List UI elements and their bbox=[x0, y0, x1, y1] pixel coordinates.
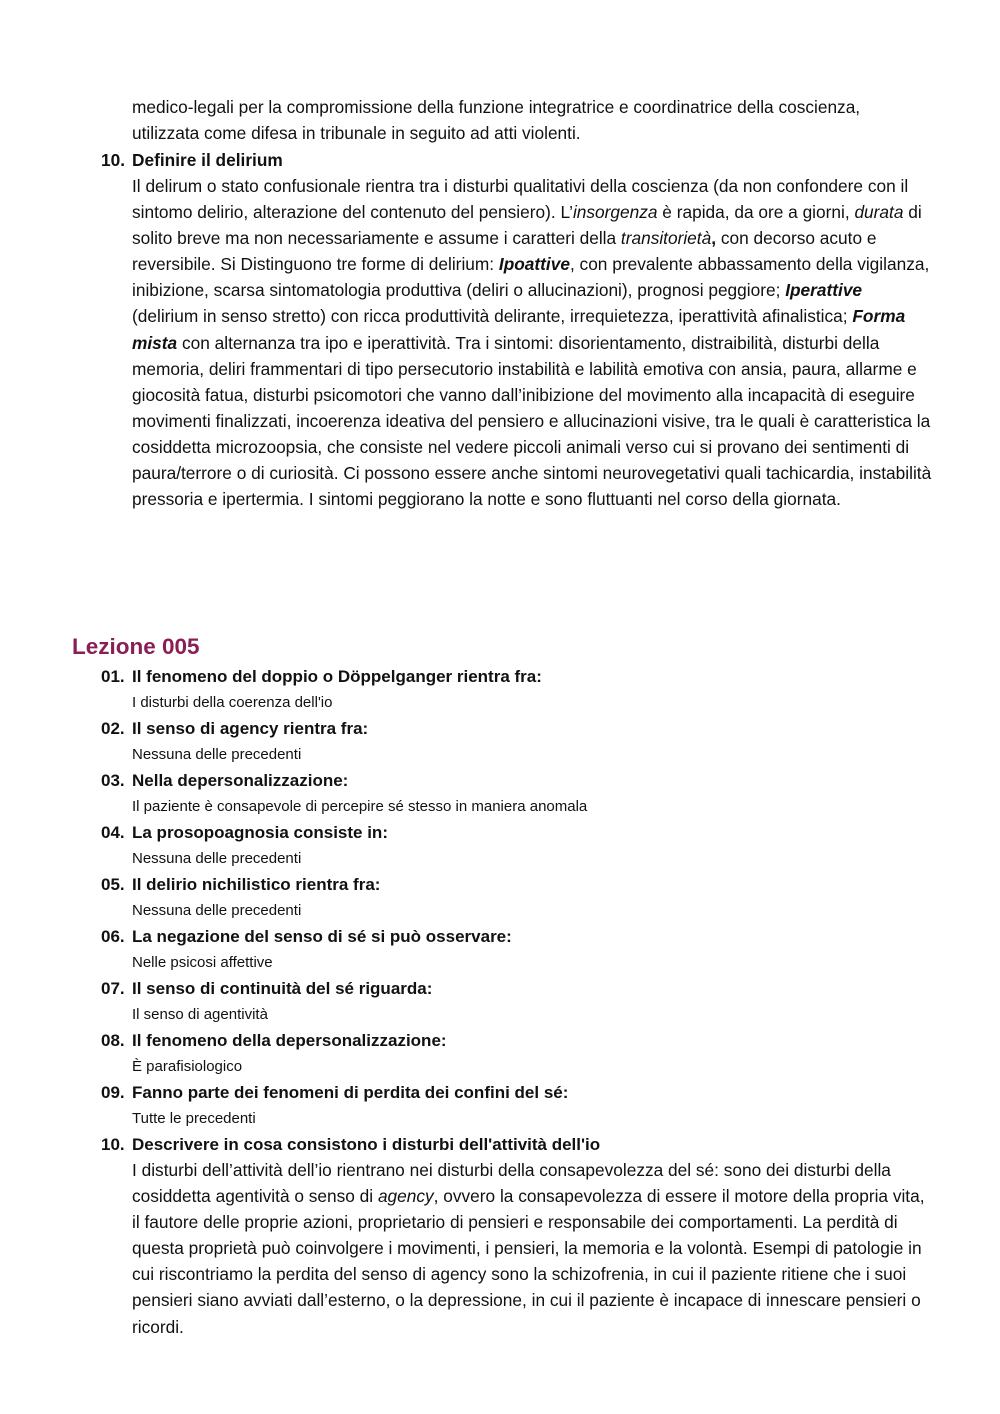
answer-text: I disturbi della coerenza dell'io bbox=[132, 694, 333, 711]
term-ipoattive: Ipoattive bbox=[498, 254, 570, 275]
question-text: Il fenomeno della depersonalizzazione: bbox=[132, 1031, 447, 1050]
question-text: Il fenomeno del doppio o Döppelganger rientra fra: bbox=[132, 667, 542, 686]
question-text: Il delirio nichilistico rientra fra: bbox=[132, 875, 381, 894]
question-text: Descrivere in cosa consistono i disturbi dell'attività dell'io bbox=[132, 1135, 601, 1154]
emphasis-agency: agency bbox=[377, 1186, 434, 1207]
question-text: La negazione del senso di sé si può osservare: bbox=[132, 927, 512, 946]
question-number: 10. bbox=[101, 1135, 125, 1154]
question-number: 05. bbox=[101, 875, 125, 894]
question-number: 08. bbox=[101, 1031, 125, 1050]
question-text: La prosopoagnosia consiste in: bbox=[132, 823, 388, 842]
question-title: Definire il delirium bbox=[132, 150, 283, 170]
answer-paragraph: I disturbi dell’attività dell’io rientrano nei disturbi della consapevolezza del sé: sono dei disturbi della cosiddetta agentività o senso di agency, ovvero la consapevolezza di essere il motore della propria vita, il fautore delle proprie azioni, proprietario di pensieri e responsabile dei comportamenti. La perdità di questa proprietà può coinvolgere i movimenti, i pensieri, la memoria e la volontà. Esempi di patologie in cui riscontriamo la perdita del senso di agency sono la schizofrenia, in cui il paziente ritiene che i suoi pensieri siano avviati dall’esterno, o la depressione, in cui il paziente è incapace di innescare pensieri o ricordi. bbox=[132, 1160, 925, 1337]
continued-text: medico-legali per la compromissione della funzione integratrice e coordinatrice della coscienza, utilizzata come difesa in tribunale in seguito ad atti violenti. bbox=[132, 97, 861, 144]
answer-text: Nessuna delle precedenti bbox=[132, 850, 302, 867]
question-number: 01. bbox=[101, 667, 125, 686]
question-number: 03. bbox=[101, 771, 125, 790]
emphasis-durata: durata bbox=[854, 202, 904, 223]
answer-text: Tutte le precedenti bbox=[132, 1110, 256, 1127]
continued-paragraph bbox=[132, 94, 932, 146]
question-text: Il senso di agency rientra fra: bbox=[132, 719, 369, 738]
question-text: Fanno parte dei fenomeni di perdita dei confini del sé: bbox=[132, 1083, 569, 1102]
emphasis-insorgenza: insorgenza bbox=[572, 202, 658, 223]
answer-text: Il senso di agentività bbox=[132, 1006, 268, 1023]
lesson-heading: Lezione 005 bbox=[72, 634, 200, 659]
emphasis-transitorieta: transitorietà bbox=[620, 228, 712, 249]
question-number: 02. bbox=[101, 719, 125, 738]
delirium-paragraph: Il delirum o stato confusionale rientra tra i disturbi qualitativi della coscienza (da non confondere con il sintomo delirio, alterazione del contenuto del pensiero). L’insorgenza è rapida, da ore a giorni, durata di solito breve ma non necessariamente e assume i caratteri della transitorietà, con decorso acuto e reversibile. Si Distinguono tre forme di delirium: Ipoattive, con prevalente abbassamento della vigilanza, inibizione, scarsa sintomatologia produttiva (deliri o allucinazioni), prognosi peggiore; Iperattive (delirium in senso stretto) con ricca produttività delirante, irrequietezza, iperattività afinalistica; Forma mista con alternanza tra ipo e iperattività. Tra i sintomi: disorientamento, distraibilità, disturbi della memoria, deliri frammentari di tipo persecutorio instabilità e labilità emotiva con ansia, paura, allarme e giocosità fatua, disturbi psicomotori che vanno dall’inibizione del movimento alla incapacità di eseguire movimenti finalizzati, incoerenza ideativa del pensiero e allucinazioni visive, tra le quali è caratteristica la cosiddetta microzoopsia, che consiste nel vedere piccoli animali verso cui si provano dei sentimenti di paura/terrore o di curiosità. Ci possono essere anche sintomi neurovegetativi quali tachicardia, instabilità pressoria e ipertermia. I sintomi peggiorano la notte e sono fluttuanti nel corso della giornata. bbox=[132, 176, 932, 510]
question-number: 04. bbox=[101, 823, 125, 842]
term-forma-mista: Forma mista bbox=[132, 306, 906, 353]
question-number: 06. bbox=[101, 927, 125, 946]
question-number: 10. bbox=[101, 150, 126, 170]
answer-text: Nessuna delle precedenti bbox=[132, 746, 302, 763]
question-text: Il senso di continuità del sé riguarda: bbox=[132, 979, 433, 998]
answer-text: Nessuna delle precedenti bbox=[132, 902, 302, 919]
answer-text: Il paziente è consapevole di percepire sé stesso in maniera anomala bbox=[132, 798, 588, 815]
question-number: 07. bbox=[101, 979, 125, 998]
question-number: 09. bbox=[101, 1083, 125, 1102]
term-iperattive: Iperattive bbox=[785, 280, 863, 301]
question-text: Nella depersonalizzazione: bbox=[132, 771, 349, 790]
answer-text: Nelle psicosi affettive bbox=[132, 954, 273, 971]
answer-text: È parafisiologico bbox=[132, 1058, 243, 1075]
